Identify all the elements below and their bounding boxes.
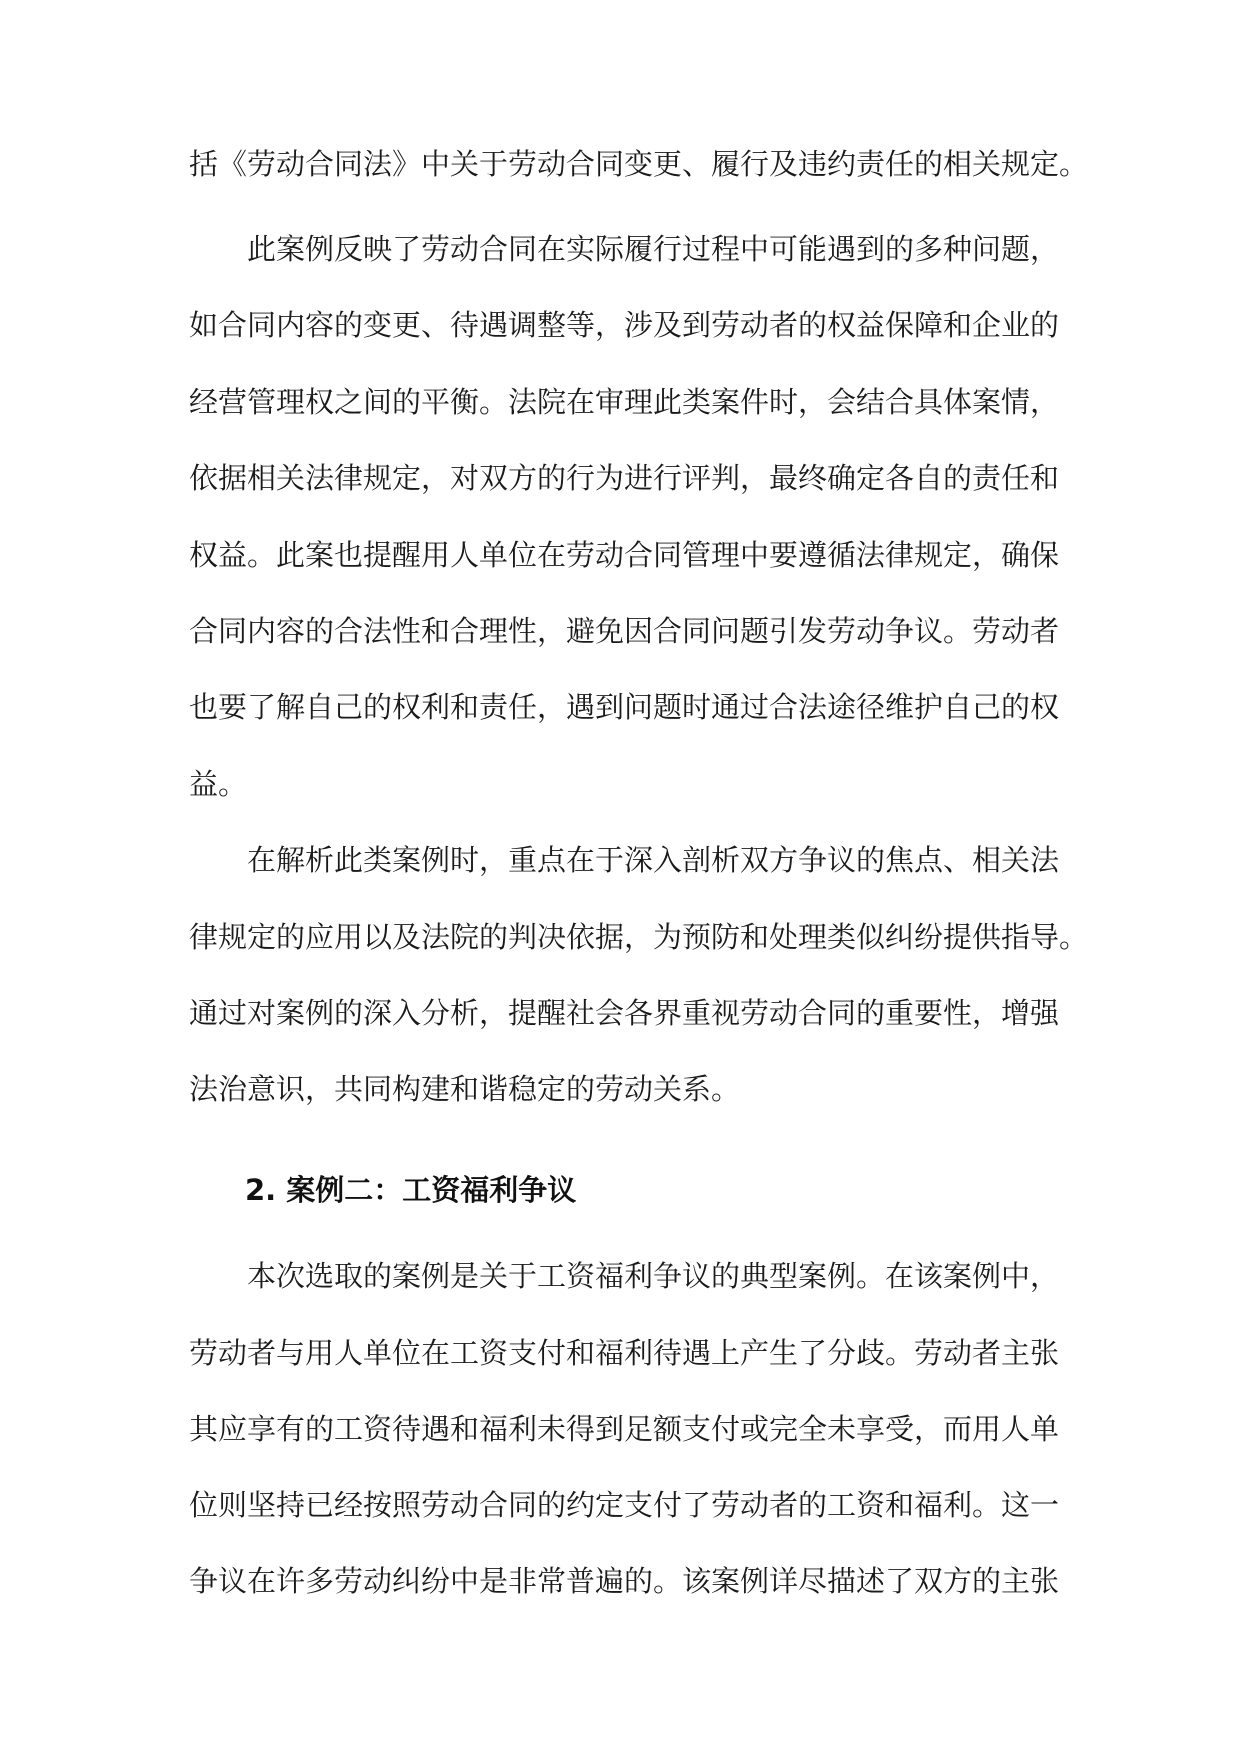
text-line: 益。 xyxy=(189,767,248,801)
text-line: 在解析此类案例时，重点在于深入剖析双方争议的焦点、相关法 xyxy=(247,843,1060,877)
text-line: 争议在许多劳动纠纷中是非常普遍的。该案例详尽描述了双方的主张 xyxy=(189,1564,1060,1598)
text-line: 其应享有的工资待遇和福利未得到足额支付或完全未享受，而用人单 xyxy=(189,1412,1060,1446)
text-line: 如合同内容的变更、待遇调整等，涉及到劳动者的权益保障和企业的 xyxy=(189,308,1060,342)
text-line: 合同内容的合法性和合理性，避免因合同问题引发劳动争议。劳动者 xyxy=(189,614,1060,648)
text-line: 也要了解自己的权利和责任，遇到问题时通过合法途径维护自己的权 xyxy=(189,690,1060,724)
text-line: 括《劳动合同法》中关于劳动合同变更、履行及违约责任的相关规定。 xyxy=(189,147,1089,181)
text-line: 律规定的应用以及法院的判决依据，为预防和处理类似纠纷提供指导。 xyxy=(189,920,1089,954)
text-line: 经营管理权之间的平衡。法院在审理此类案件时，会结合具体案情， xyxy=(189,385,1060,419)
text-line: 依据相关法律规定，对双方的行为进行评判，最终确定各自的责任和 xyxy=(189,461,1060,495)
text-line: 权益。此案也提醒用人单位在劳动合同管理中要遵循法律规定，确保 xyxy=(189,538,1060,572)
text-line: 劳动者与用人单位在工资支付和福利待遇上产生了分歧。劳动者主张 xyxy=(189,1336,1060,1370)
text-line: 位则坚持已经按照劳动合同的约定支付了劳动者的工资和福利。这一 xyxy=(189,1488,1060,1522)
section-heading: 2. 案例二：工资福利争议 xyxy=(245,1173,577,1207)
text-line: 此案例反映了劳动合同在实际履行过程中可能遇到的多种问题， xyxy=(247,232,1060,266)
text-line: 法治意识，共同构建和谐稳定的劳动关系。 xyxy=(189,1072,741,1106)
text-line: 通过对案例的深入分析，提醒社会各界重视劳动合同的重要性，增强 xyxy=(189,996,1060,1030)
text-line: 本次选取的案例是关于工资福利争议的典型案例。在该案例中， xyxy=(247,1259,1060,1293)
